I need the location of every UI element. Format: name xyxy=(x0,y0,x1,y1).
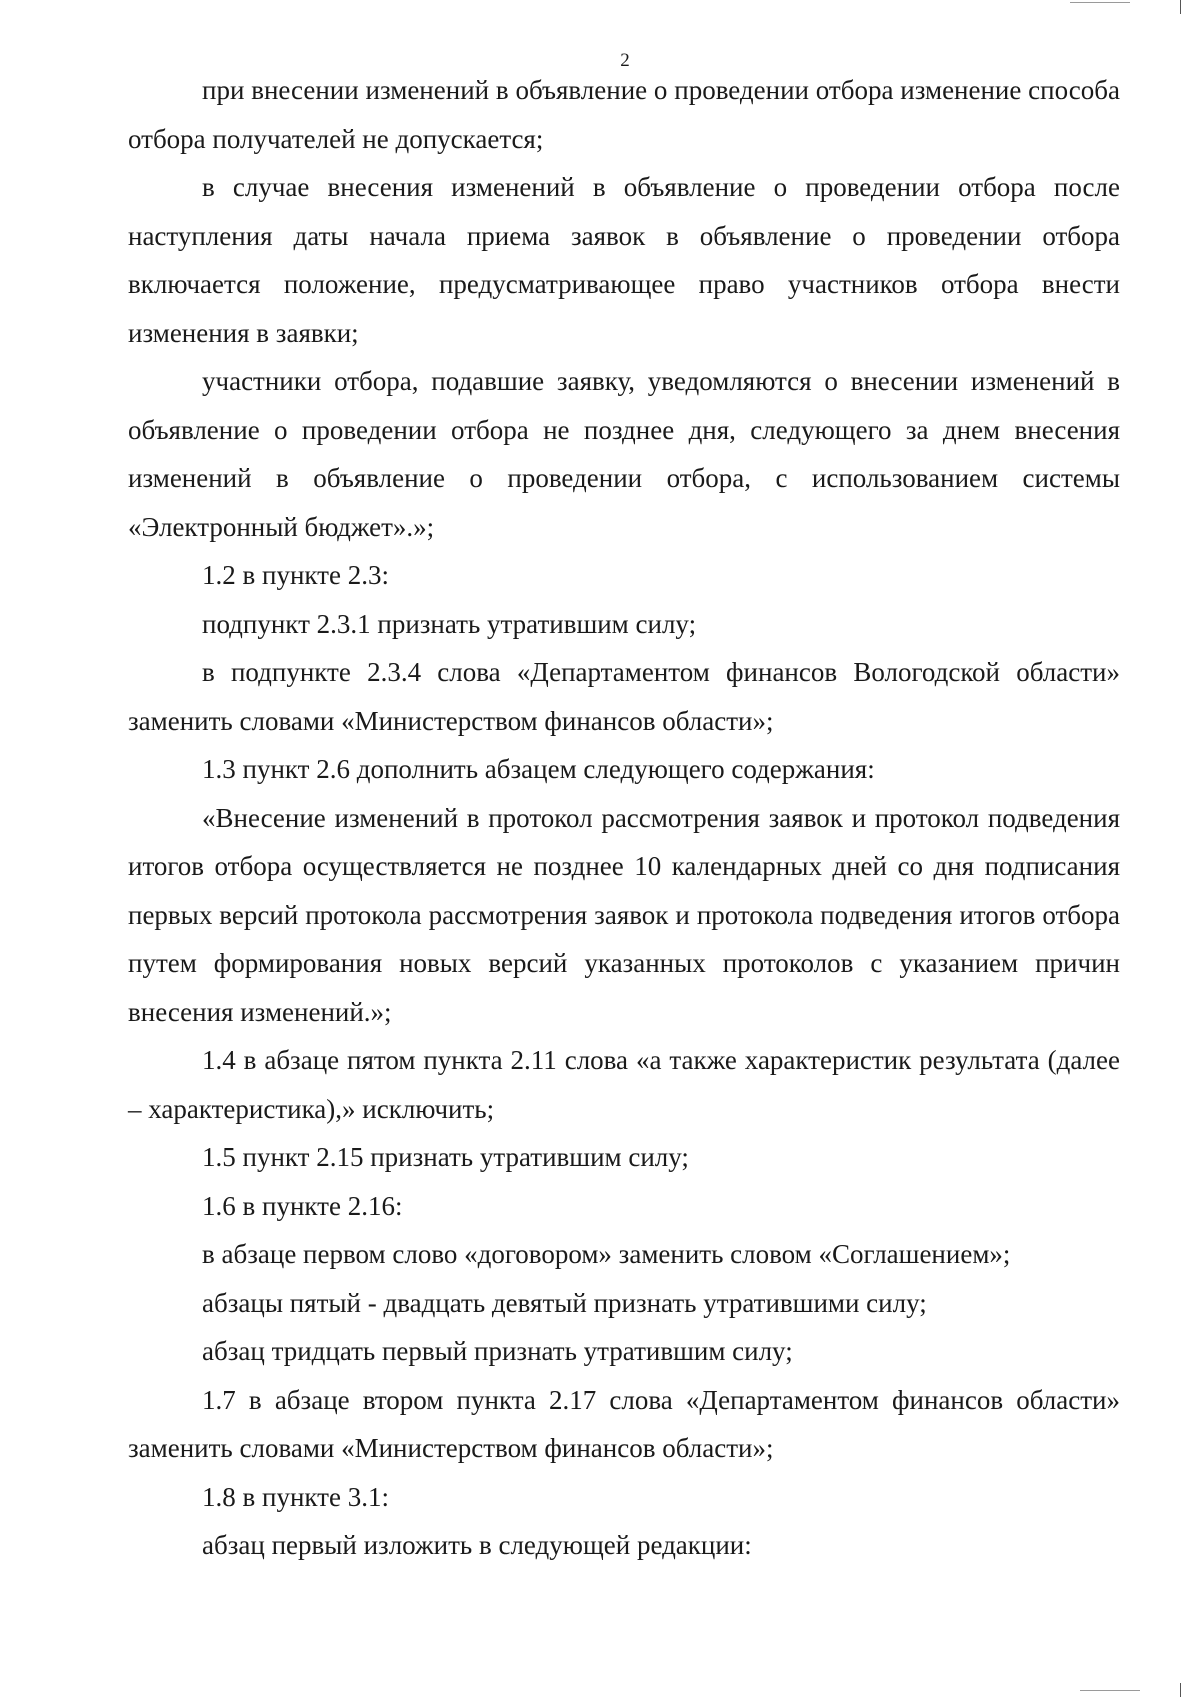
paragraph: 1.2 в пункте 2.3: xyxy=(202,560,389,590)
paragraph: «Внесение изменений в протокол рассмотрения заявок и протокол подведения итогов отбора осуществляется не позднее 10 календарных дней со дня подписания первых версий протокола рассмотрения заявок и протокола подведения итогов отбора путем формирования новых версий указанных протоколов с указанием причин внесения изменений.»; xyxy=(128,802,1120,1027)
paragraph: абзац тридцать первый признать утратившим силу; xyxy=(202,1336,793,1366)
paragraph: 1.7 в абзаце втором пункта 2.17 слова «Департаментом финансов области» заменить словами «Министерством финансов области»; xyxy=(128,1384,1120,1463)
paragraph: в подпункте 2.3.4 слова «Департаментом финансов Вологодской области» заменить словами «Министерством финансов области»; xyxy=(128,657,1120,736)
paragraph: подпункт 2.3.1 признать утратившим силу; xyxy=(202,608,697,639)
page-number: 2 xyxy=(620,50,630,71)
paragraph: в абзаце первом слово «договором» заменить словом «Соглашением»; xyxy=(202,1239,1011,1269)
scan-edge-tick-bottom xyxy=(1180,1683,1181,1697)
paragraph: в случае внесения изменений в объявление о проведении отбора после наступления даты начала приема заявок в объявление о проведении отбора включается положение, предусматривающее право участников отбора внести изменения в заявки; xyxy=(128,172,1120,348)
paragraph: 1.8 в пункте 3.1: xyxy=(202,1481,389,1512)
scan-edge-mark-bottom xyxy=(1080,1690,1140,1691)
paragraph: абзац первый изложить в следующей редакции: xyxy=(202,1530,752,1560)
document-body xyxy=(128,66,1120,1570)
paragraph: 1.3 пункт 2.6 дополнить абзацем следующего содержания: xyxy=(202,754,875,784)
scan-edge-mark-top xyxy=(1070,2,1130,3)
scan-edge-tick-top xyxy=(1180,0,1181,14)
paragraph: 1.6 в пункте 2.16: xyxy=(202,1190,403,1221)
paragraph: 1.4 в абзаце пятом пункта 2.11 слова «а также характеристик результата (далее – характеристика),» исключить; xyxy=(128,1045,1120,1124)
paragraph: участники отбора, подавшие заявку, уведомляются о внесении изменений в объявление о проведении отбора не позднее дня, следующего за днем внесения изменений в объявление о проведении отбора, с использованием системы «Электронный бюджет».»; xyxy=(128,366,1120,542)
paragraph: 1.5 пункт 2.15 признать утратившим силу; xyxy=(202,1142,689,1172)
paragraph: при внесении изменений в объявление о проведении отбора изменение способа отбора получателей не допускается; xyxy=(128,75,1120,154)
paragraph: абзацы пятый - двадцать девятый признать утратившими силу; xyxy=(202,1287,927,1318)
